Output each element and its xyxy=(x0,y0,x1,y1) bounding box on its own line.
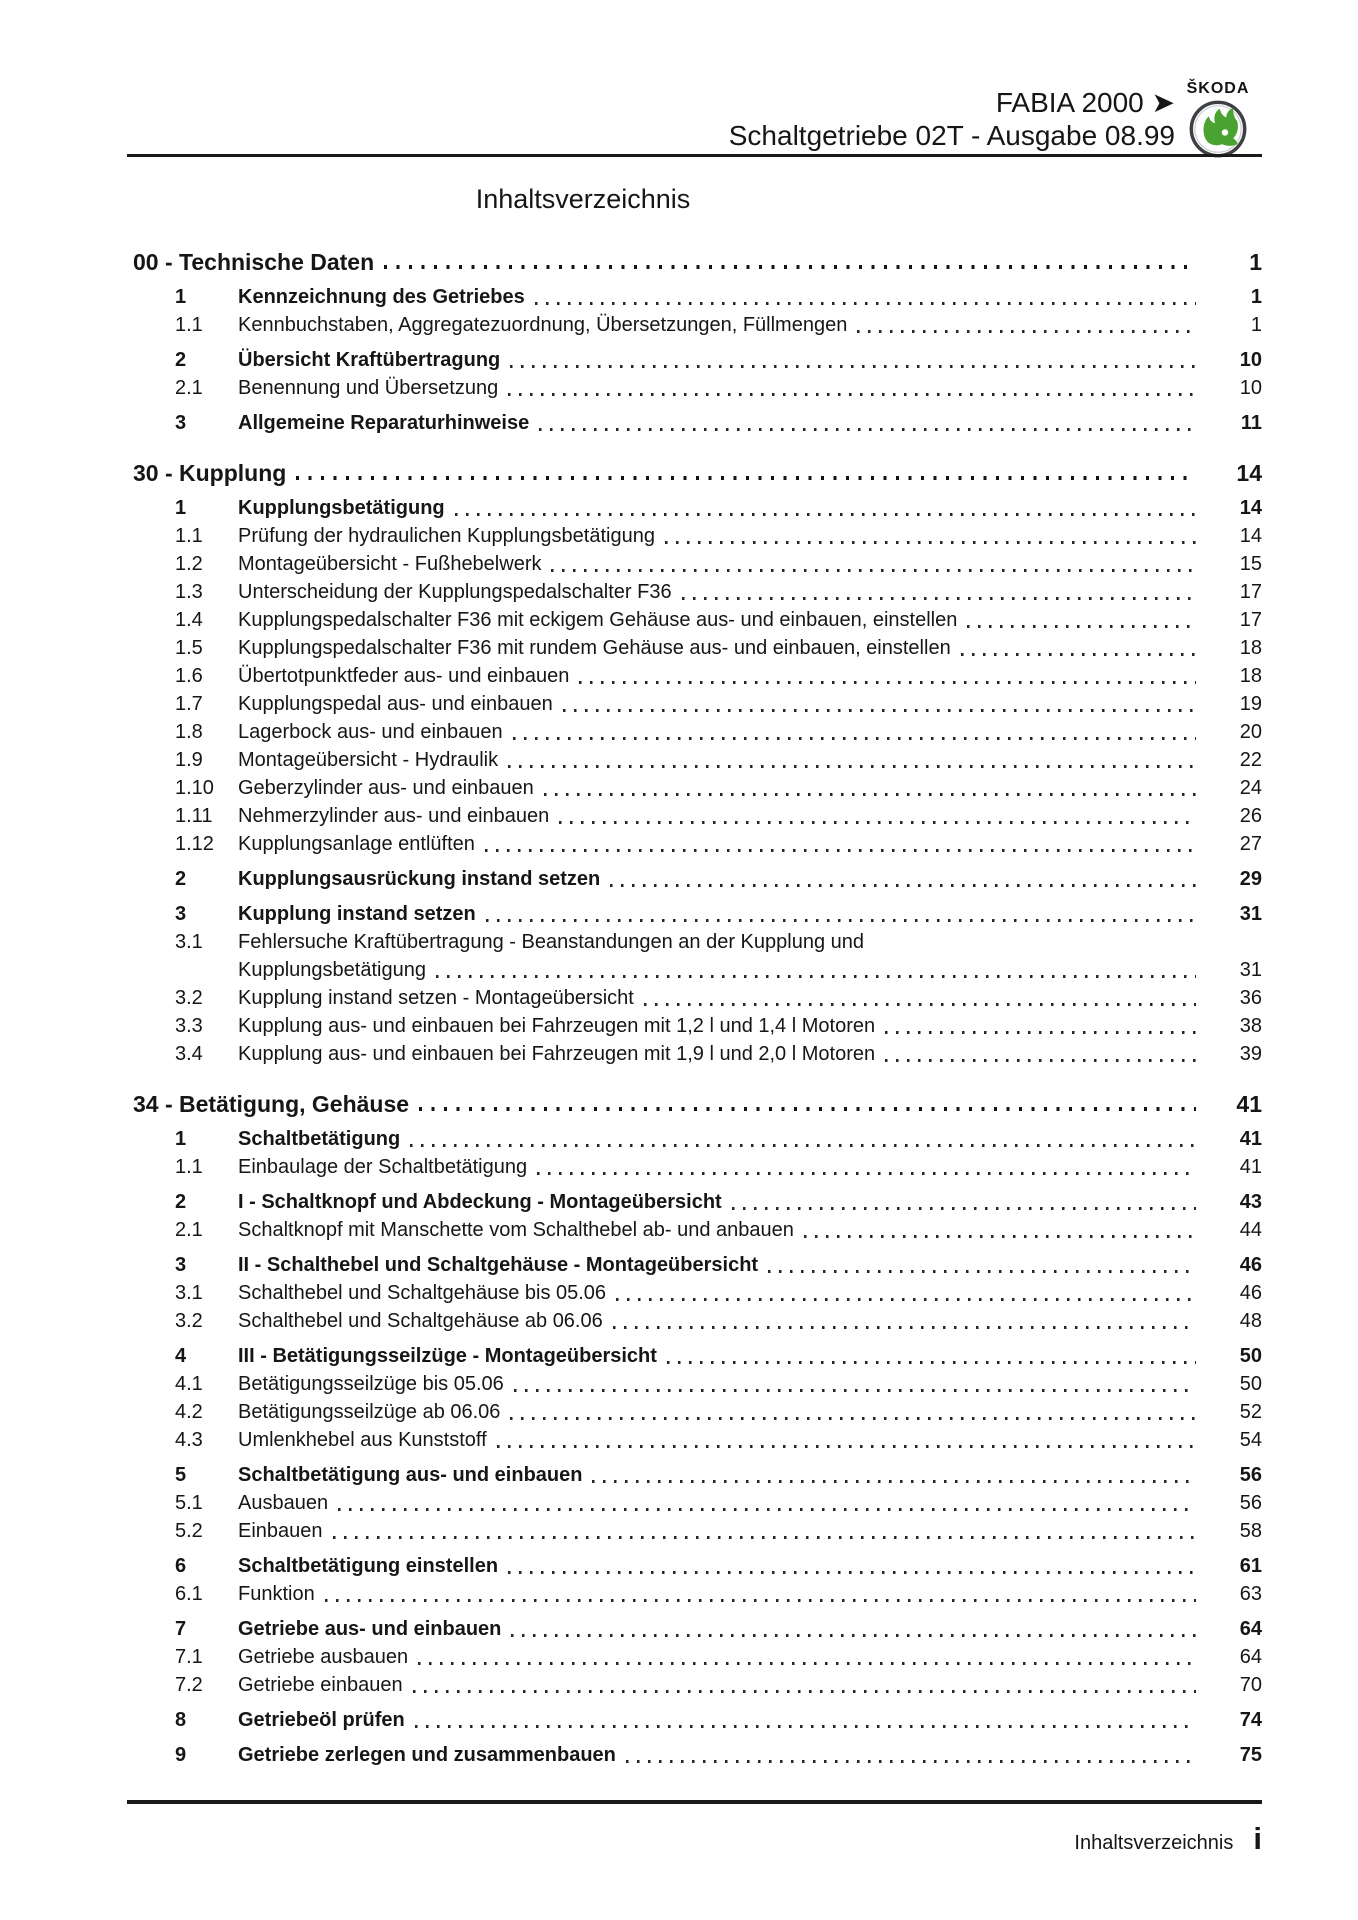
toc-entry-page: 52 xyxy=(1239,1401,1262,1423)
dot-leader xyxy=(804,1235,1196,1238)
toc-entry-number: 3.1 xyxy=(175,931,203,953)
toc-entry-title: Kupplung instand setzen xyxy=(238,903,476,925)
toc-entry-title: II - Schalthebel und Schaltgehäuse - Montageübersicht xyxy=(238,1254,759,1276)
dot-leader xyxy=(885,1031,1196,1034)
toc-entry-page: 64 xyxy=(1239,1646,1262,1668)
toc-entry-number: 2 xyxy=(175,349,187,371)
toc-entry-number: 7 xyxy=(175,1618,187,1640)
toc-entry-row xyxy=(133,1671,1262,1699)
dot-leader xyxy=(665,541,1196,544)
toc-entry-page: 56 xyxy=(1239,1492,1262,1514)
toc-entry-title: Unterscheidung der Kupplungspedalschalter F36 xyxy=(238,581,672,603)
toc-entry-number: 4.3 xyxy=(175,1429,203,1451)
dot-leader xyxy=(626,1760,1196,1763)
toc-entry-page: 64 xyxy=(1239,1618,1262,1640)
toc-entry-row xyxy=(133,865,1262,893)
toc-entry-row xyxy=(133,283,1262,311)
toc-entry-row xyxy=(133,1580,1262,1608)
dot-leader xyxy=(535,302,1196,305)
toc-entry-row xyxy=(133,1040,1262,1068)
toc-entry-page: 75 xyxy=(1239,1744,1262,1766)
toc-entry-number: 1.11 xyxy=(175,805,213,827)
toc-entry-title: Getriebe ausbauen xyxy=(238,1646,409,1668)
toc-entry-title: Prüfung der hydraulichen Kupplungsbetätigung xyxy=(238,525,655,547)
toc-entry-page: 31 xyxy=(1239,903,1262,925)
footer-rule xyxy=(127,1800,1262,1804)
toc-entry-page: 58 xyxy=(1239,1520,1262,1542)
toc-entry-page: 63 xyxy=(1239,1583,1262,1605)
dot-leader xyxy=(508,765,1196,768)
toc-section-row xyxy=(133,1090,1262,1118)
toc-entry-row xyxy=(133,1370,1262,1398)
dot-leader xyxy=(667,1361,1196,1364)
toc-entry-row xyxy=(133,494,1262,522)
toc-entry-page: 56 xyxy=(1239,1464,1262,1486)
toc-entry-row xyxy=(133,1279,1262,1307)
toc-entry-number: 1 xyxy=(175,497,187,519)
dot-leader xyxy=(511,1634,1196,1637)
toc-section-label: 34 - Betätigung, Gehäuse xyxy=(133,1091,410,1117)
dot-leader xyxy=(436,975,1196,978)
toc-entry-title-line2: Kupplungsbetätigung xyxy=(238,959,426,981)
toc-entry-row xyxy=(133,1552,1262,1580)
dot-leader xyxy=(497,1445,1196,1448)
toc-entry-page: 70 xyxy=(1239,1674,1262,1696)
toc-entry-number: 1.6 xyxy=(175,665,203,687)
toc-entry-row xyxy=(133,550,1262,578)
toc xyxy=(133,248,1262,1769)
toc-entry-page: 1 xyxy=(1250,314,1262,336)
toc-section-label: 00 - Technische Daten xyxy=(133,249,375,275)
skoda-emblem-icon xyxy=(1189,100,1247,158)
toc-entry-number: 5 xyxy=(175,1464,187,1486)
toc-entry-title: Schalthebel und Schaltgehäuse bis 05.06 xyxy=(238,1282,607,1304)
toc-entry-number: 1 xyxy=(175,286,187,308)
toc-entry-row xyxy=(133,802,1262,830)
toc-entry-page: 17 xyxy=(1239,609,1262,631)
toc-entry-row xyxy=(133,374,1262,402)
toc-entry-row xyxy=(133,928,1262,984)
toc-entry-title: Kupplung aus- und einbauen bei Fahrzeugen mit 1,9 l und 2,0 l Motoren xyxy=(238,1043,876,1065)
dot-leader xyxy=(510,1417,1196,1420)
toc-entry-row xyxy=(133,662,1262,690)
toc-entry-title: Schaltbetätigung einstellen xyxy=(238,1555,499,1577)
toc-entry-title: Betätigungsseilzüge bis 05.06 xyxy=(238,1373,504,1395)
toc-entry-row xyxy=(133,690,1262,718)
toc-entry-row xyxy=(133,606,1262,634)
toc-entry-page: 50 xyxy=(1239,1345,1262,1367)
header-text-block xyxy=(729,86,1175,152)
toc-entry-page: 26 xyxy=(1239,805,1262,827)
dot-leader xyxy=(418,1662,1196,1665)
toc-entry-page: 50 xyxy=(1239,1373,1262,1395)
toc-entry-row xyxy=(133,718,1262,746)
toc-entry-page: 14 xyxy=(1239,497,1262,519)
toc-entry-number: 2 xyxy=(175,1191,187,1213)
toc-entry-row xyxy=(133,774,1262,802)
toc-entry-page: 44 xyxy=(1239,1219,1262,1241)
toc-entry-number: 3.4 xyxy=(175,1043,203,1065)
dot-leader xyxy=(485,849,1196,852)
toc-entry-title: Kupplung aus- und einbauen bei Fahrzeugen mit 1,2 l und 1,4 l Motoren xyxy=(238,1015,876,1037)
toc-entry-number: 3.2 xyxy=(175,1310,203,1332)
toc-entry-number: 3.3 xyxy=(175,1015,203,1037)
toc-entry-page: 29 xyxy=(1239,868,1262,890)
toc-entry-page: 36 xyxy=(1239,987,1262,1009)
dot-leader xyxy=(514,1389,1196,1392)
toc-entry-row xyxy=(133,1125,1262,1153)
toc-section-row xyxy=(133,248,1262,276)
toc-entry-title: Einbauen xyxy=(238,1520,323,1542)
toc-entry-title: Schaltbetätigung aus- und einbauen xyxy=(238,1464,583,1486)
dot-leader xyxy=(644,1003,1196,1006)
dot-leader xyxy=(455,513,1196,516)
toc-entry-number: 3 xyxy=(175,412,187,434)
toc-entry-number: 7.1 xyxy=(175,1646,203,1668)
dot-leader xyxy=(967,625,1196,628)
toc-entry-title: Kupplung instand setzen - Montageübersicht xyxy=(238,987,634,1009)
dot-leader xyxy=(579,681,1196,684)
toc-entry-row xyxy=(133,1251,1262,1279)
toc-entry-title: Kennzeichnung des Getriebes xyxy=(238,286,525,308)
toc-entry-page: 31 xyxy=(1239,959,1262,981)
footer-label: Inhaltsverzeichnis xyxy=(1074,1832,1234,1854)
toc-entry-title: Kupplungsbetätigung xyxy=(238,497,445,519)
toc-entry-row xyxy=(133,1489,1262,1517)
toc-entry-number: 2.1 xyxy=(175,377,203,399)
toc-entry-row xyxy=(133,1342,1262,1370)
toc-entry-page: 54 xyxy=(1239,1429,1262,1451)
dot-leader xyxy=(384,265,1196,269)
toc-entry-title: Kupplungsanlage entlüften xyxy=(238,833,475,855)
toc-entry-page: 17 xyxy=(1239,581,1262,603)
toc-entry-title: I - Schaltknopf und Abdeckung - Montageübersicht xyxy=(238,1191,722,1213)
toc-entry-title: Übersicht Kraftübertragung xyxy=(238,349,501,371)
toc-entry-number: 1.12 xyxy=(175,833,214,855)
toc-entry-number: 1 xyxy=(175,1128,187,1150)
dot-leader xyxy=(419,1107,1196,1111)
toc-entry-row xyxy=(133,746,1262,774)
toc-entry-text xyxy=(238,928,1262,984)
toc-entry-row xyxy=(133,830,1262,858)
dot-leader xyxy=(410,1144,1196,1147)
dot-leader xyxy=(296,476,1196,480)
toc-entry-title: Fehlersuche Kraftübertragung - Beanstandungen an der Kupplung und xyxy=(238,931,865,953)
toc-section-page: 41 xyxy=(1236,1091,1262,1117)
toc-entry-number: 3.1 xyxy=(175,1282,203,1304)
toc-section-page: 1 xyxy=(1249,249,1262,275)
toc-entry-page: 41 xyxy=(1239,1128,1262,1150)
page-title: Inhaltsverzeichnis xyxy=(475,184,691,214)
toc-section-page: 14 xyxy=(1236,460,1262,486)
toc-entry-number: 1.5 xyxy=(175,637,203,659)
toc-entry-row xyxy=(133,1216,1262,1244)
dot-leader xyxy=(768,1270,1196,1273)
dot-leader xyxy=(513,737,1196,740)
dot-leader xyxy=(486,919,1196,922)
header-rule xyxy=(127,154,1262,157)
toc-entry-title: Montageübersicht - Hydraulik xyxy=(238,749,499,771)
toc-entry-page: 10 xyxy=(1239,349,1262,371)
toc-entry-page: 48 xyxy=(1239,1310,1262,1332)
toc-entry-row xyxy=(133,984,1262,1012)
toc-entry-row xyxy=(133,311,1262,339)
toc-entry-title: Montageübersicht - Fußhebelwerk xyxy=(238,553,542,575)
toc-section-row xyxy=(133,459,1262,487)
toc-entry-title: Umlenkhebel aus Kunststoff xyxy=(238,1429,487,1451)
toc-entry-number: 1.3 xyxy=(175,581,203,603)
toc-entry-number: 1.4 xyxy=(175,609,203,631)
toc-entry-row xyxy=(133,1398,1262,1426)
dot-leader xyxy=(682,597,1196,600)
toc-entry-page: 27 xyxy=(1239,833,1262,855)
page-header xyxy=(127,0,1262,157)
toc-entry-number: 1.7 xyxy=(175,693,203,715)
toc-entry-title: Schaltbetätigung xyxy=(238,1128,401,1150)
toc-entry-title: Betätigungsseilzüge ab 06.06 xyxy=(238,1401,501,1423)
toc-entry-title: Geberzylinder aus- und einbauen xyxy=(238,777,534,799)
toc-entry-number: 6.1 xyxy=(175,1583,203,1605)
dot-leader xyxy=(551,569,1196,572)
toc-entry-title: Ausbauen xyxy=(238,1492,329,1514)
dot-leader xyxy=(539,428,1196,431)
toc-entry-number: 3.2 xyxy=(175,987,203,1009)
toc-entry-title: Funktion xyxy=(238,1583,315,1605)
toc-entry-title: Schalthebel und Schaltgehäuse ab 06.06 xyxy=(238,1310,603,1332)
dot-leader xyxy=(413,1690,1196,1693)
dot-leader xyxy=(610,884,1196,887)
dot-leader xyxy=(616,1298,1196,1301)
toc-entry-page: 19 xyxy=(1239,693,1262,715)
dot-leader xyxy=(508,393,1196,396)
dot-leader xyxy=(559,821,1196,824)
toc-entry-title: Getriebe einbauen xyxy=(238,1674,403,1696)
toc-entry-number: 1.1 xyxy=(175,525,203,547)
toc-entry-number: 4.2 xyxy=(175,1401,203,1423)
toc-entry-title: Nehmerzylinder aus- und einbauen xyxy=(238,805,550,827)
toc-section-label: 30 - Kupplung xyxy=(133,460,287,486)
toc-entry-title: Lagerbock aus- und einbauen xyxy=(238,721,503,743)
toc-entry-continuation xyxy=(238,956,1262,984)
toc-entry-title: Allgemeine Reparaturhinweise xyxy=(238,412,530,434)
dot-leader xyxy=(613,1326,1196,1329)
toc-entry-page: 1 xyxy=(1250,286,1262,308)
toc-entry-page: 38 xyxy=(1239,1015,1262,1037)
toc-entry-number: 1.2 xyxy=(175,553,203,575)
toc-entry-number: 4.1 xyxy=(175,1373,203,1395)
toc-entry-title: Getriebeöl prüfen xyxy=(238,1709,405,1731)
toc-entry-number: 9 xyxy=(175,1744,187,1766)
header-subtitle: Schaltgetriebe 02T - Ausgabe 08.99 xyxy=(728,120,1175,151)
toc-entry-number: 2.1 xyxy=(175,1219,203,1241)
toc-entry-row xyxy=(133,1426,1262,1454)
dot-leader xyxy=(537,1172,1196,1175)
dot-leader xyxy=(325,1599,1196,1602)
toc-entry-row xyxy=(133,1153,1262,1181)
skoda-logo xyxy=(1180,80,1256,158)
toc-entry-title: Kennbuchstaben, Aggregatezuordnung, Übersetzungen, Füllmengen xyxy=(238,314,848,336)
dot-leader xyxy=(508,1571,1196,1574)
skoda-wordmark: ŠKODA xyxy=(1186,80,1250,97)
toc-entry-page: 24 xyxy=(1239,777,1262,799)
dot-leader xyxy=(857,330,1196,333)
toc-entry-page: 15 xyxy=(1239,553,1262,575)
toc-entry-title: Kupplungspedal aus- und einbauen xyxy=(238,693,553,715)
toc-entry-page: 46 xyxy=(1239,1254,1262,1276)
dot-leader xyxy=(732,1207,1196,1210)
toc-entry-number: 7.2 xyxy=(175,1674,203,1696)
toc-entry-row xyxy=(133,1706,1262,1734)
toc-entry-page: 43 xyxy=(1239,1191,1262,1213)
toc-entry-number: 2 xyxy=(175,868,187,890)
toc-entry-title: Getriebe zerlegen und zusammenbauen xyxy=(238,1744,616,1766)
toc-entry-row xyxy=(133,634,1262,662)
toc-entry-page: 10 xyxy=(1239,377,1262,399)
toc-entry-page: 18 xyxy=(1239,665,1262,687)
toc-entry-row xyxy=(133,1012,1262,1040)
toc-entry-row xyxy=(133,1461,1262,1489)
dot-leader xyxy=(592,1480,1196,1483)
toc-entry-row xyxy=(133,1307,1262,1335)
toc-entry-title: Einbaulage der Schaltbetätigung xyxy=(238,1156,528,1178)
toc-entry-page: 20 xyxy=(1239,721,1262,743)
dot-leader xyxy=(333,1536,1196,1539)
toc-entry-number: 1.8 xyxy=(175,721,203,743)
footer-page-number: i xyxy=(1253,1821,1262,1856)
toc-entry-row xyxy=(133,1741,1262,1769)
toc-entry-row xyxy=(133,1615,1262,1643)
toc-entry-page: 61 xyxy=(1239,1555,1262,1577)
dot-leader xyxy=(961,653,1196,656)
toc-entry-title: Übertotpunktfeder aus- und einbauen xyxy=(238,665,570,687)
toc-entry-row xyxy=(133,1517,1262,1545)
toc-entry-title: Kupplungspedalschalter F36 mit eckigem Gehäuse aus- und einbauen, einstellen xyxy=(238,609,958,631)
dot-leader xyxy=(885,1059,1196,1062)
toc-entry-number: 1.10 xyxy=(175,777,214,799)
toc-entry-title: Benennung und Übersetzung xyxy=(238,377,499,399)
toc-entry-number: 4 xyxy=(175,1345,187,1367)
toc-entry-row xyxy=(133,346,1262,374)
toc-entry-row xyxy=(133,578,1262,606)
header-model: FABIA 2000 ➤ xyxy=(995,87,1175,118)
toc-entry-page: 74 xyxy=(1239,1709,1262,1731)
toc-entry-page: 18 xyxy=(1239,637,1262,659)
toc-entry-row xyxy=(133,1643,1262,1671)
toc-entry-number: 3 xyxy=(175,903,187,925)
page-footer xyxy=(1074,1822,1262,1856)
toc-entry-number: 1.9 xyxy=(175,749,203,771)
toc-entry-number: 6 xyxy=(175,1555,187,1577)
dot-leader xyxy=(415,1725,1196,1728)
dot-leader xyxy=(544,793,1196,796)
toc-entry-number: 5.2 xyxy=(175,1520,203,1542)
toc-entry-number: 8 xyxy=(175,1709,187,1731)
toc-entry-page: 41 xyxy=(1239,1156,1262,1178)
toc-entry-row xyxy=(133,522,1262,550)
toc-entry-title: Getriebe aus- und einbauen xyxy=(238,1618,502,1640)
toc-entry-number: 1.1 xyxy=(175,314,203,336)
toc-entry-number: 3 xyxy=(175,1254,187,1276)
toc-entry-title: Kupplungspedalschalter F36 mit rundem Gehäuse aus- und einbauen, einstellen xyxy=(238,637,951,659)
toc-entry-row xyxy=(133,900,1262,928)
toc-entry-page: 11 xyxy=(1240,412,1262,434)
toc-entry-number: 1.1 xyxy=(175,1156,203,1178)
toc-entry-page: 39 xyxy=(1239,1043,1262,1065)
toc-entry-page: 46 xyxy=(1239,1282,1262,1304)
toc-entry-title: III - Betätigungsseilzüge - Montageübersicht xyxy=(238,1345,657,1367)
toc-entry-row xyxy=(133,1188,1262,1216)
toc-entry-title: Schaltknopf mit Manschette vom Schalthebel ab- und anbauen xyxy=(238,1219,794,1241)
toc-entry-page: 14 xyxy=(1239,525,1262,547)
toc-entry-row xyxy=(133,409,1262,437)
dot-leader xyxy=(563,709,1196,712)
toc-entry-number: 5.1 xyxy=(175,1492,203,1514)
dot-leader xyxy=(510,365,1196,368)
toc-entry-title: Kupplungsausrückung instand setzen xyxy=(238,868,601,890)
dot-leader xyxy=(338,1508,1196,1511)
toc-entry-page: 22 xyxy=(1239,749,1262,771)
